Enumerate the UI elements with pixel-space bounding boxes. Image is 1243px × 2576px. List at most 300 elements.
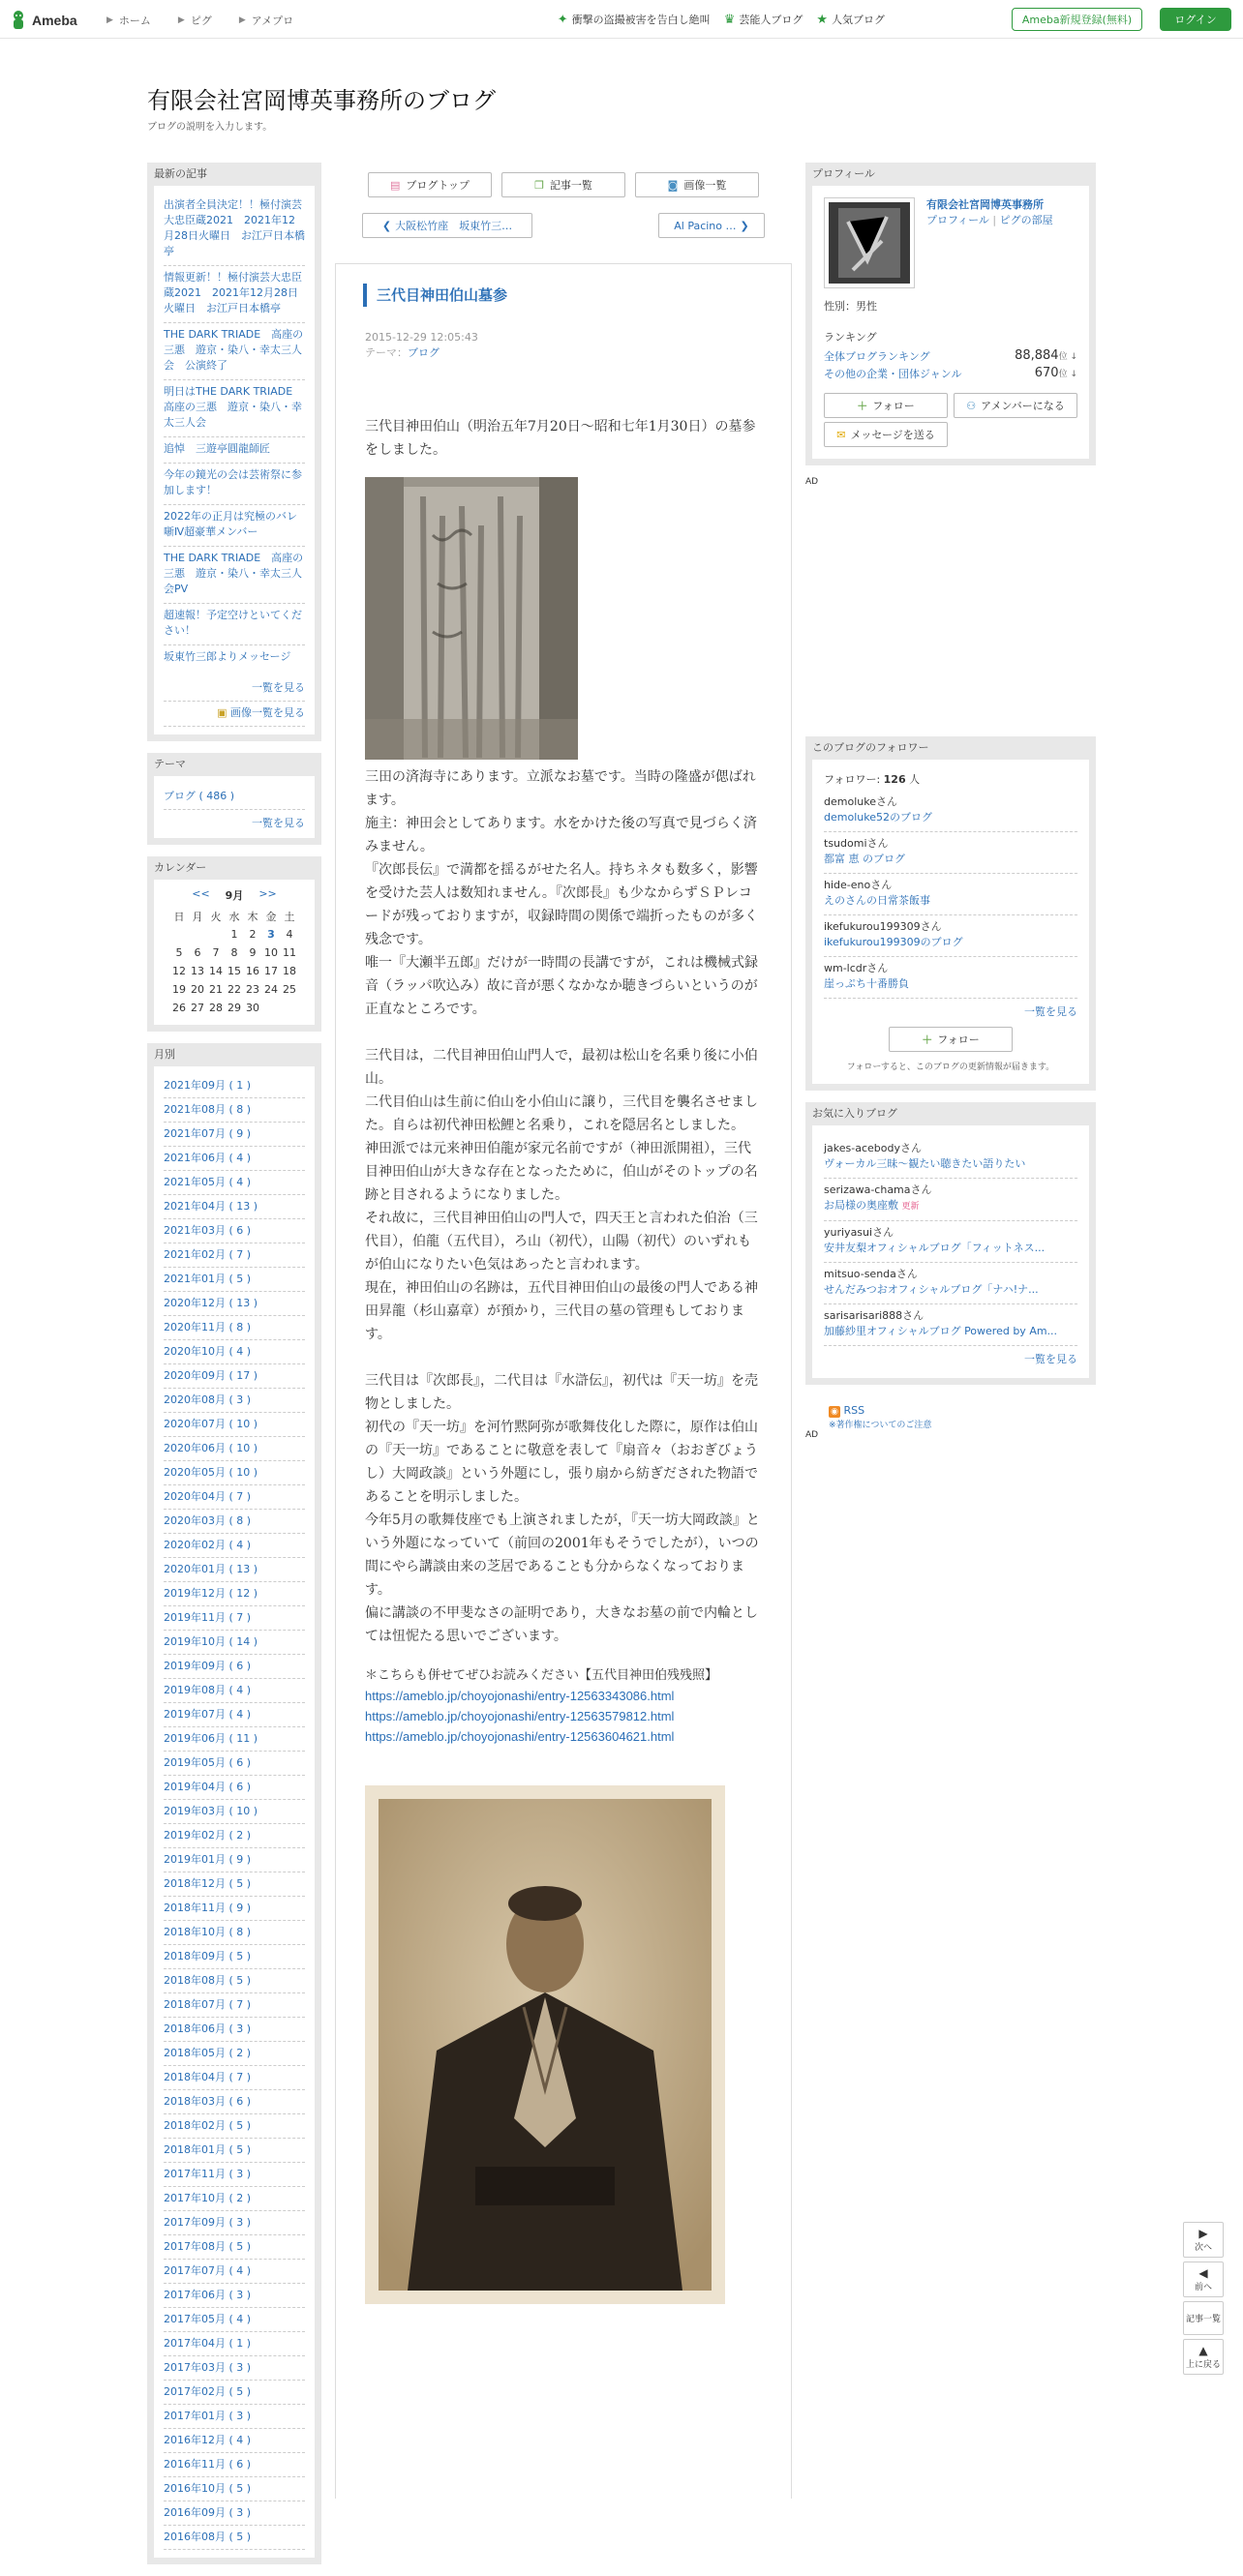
theme-box [147,753,321,845]
ameba-logo[interactable] [10,10,77,31]
rank-genre-link[interactable]: その他の企業・団体ジャンル [824,368,962,380]
archive-month-link[interactable]: 2019年11月 ( 7 ) [164,1606,305,1631]
article-theme-label: テーマ： [365,346,408,359]
theme-item[interactable]: ブログ ( 486 ) [164,784,305,810]
recent-entry-link[interactable]: 坂東竹三郎よりメッセージ [164,650,291,663]
favorite-blog-link[interactable]: 加藤紗里オフィシャルブログ Powered by Am... [824,1325,1058,1337]
article-paragraph: 三代目は，二代目神田伯山門人で，最初は松山を名乗り後に小伯山。 [365,1048,758,1087]
profile-content: 有限会社宮岡博英事務所 プロフィール | ピグの部屋 性別：男性 ランキング 全体ブログランキング 88,884位 ↓ その他の企業・団体ジャンル 670位 ↓ ＋ フォロー ⚇ アメンバーになる ✉ メッセージを送る [812,186,1089,459]
archive-month-link[interactable]: 2016年10月 ( 5 ) [164,2477,305,2501]
portrait-photo[interactable] [365,1785,725,2304]
message-label: メッセージを送る [850,429,935,441]
rank-genre-unit: 位 ↓ [1058,370,1077,379]
follower-item [824,791,1077,832]
article-theme-link[interactable]: ブログ [408,346,440,359]
next-entry-label: Al Pacino … [674,219,737,232]
login-button[interactable]: ログイン [1160,8,1231,31]
entry-list-button[interactable] [501,172,625,197]
followers-more [824,999,1077,1019]
article-paragraph: 現在，神田伯山の名跡は，五代目神田伯山の最後の門人である神田昇龍（杉山嘉章）が預かり，三代目の墓の管理もしております。 [365,1280,758,1342]
archive-month-link[interactable]: 2017年05月 ( 4 ) [164,2308,305,2332]
recent-entry-link[interactable]: 明日はTHE DARK TRIADE 高座の三悪 遊京・染八・幸太三人会 [164,380,305,437]
favorites-list [824,1137,1077,1346]
archive-list [154,1066,315,2558]
archive-month-link[interactable]: 2019年05月 ( 6 ) [164,1752,305,1776]
calendar-day [262,999,281,1017]
archive-month-link[interactable]: 2021年05月 ( 4 ) [164,1171,305,1195]
article-section [365,765,762,1021]
article-section [365,1369,762,1648]
archive-month-link[interactable]: 2019年04月 ( 6 ) [164,1776,305,1800]
archive-month-link[interactable]: 2020年06月 ( 10 ) [164,1437,305,1461]
archive-month-link[interactable]: 2020年11月 ( 8 ) [164,1316,305,1340]
avatar-image [829,202,910,284]
prev-entry-label: 大阪松竹座 坂東竹三… [395,220,513,232]
rank-overall-link[interactable]: 全体ブログランキング [824,350,930,363]
archive-month-link[interactable]: 2017年06月 ( 3 ) [164,2284,305,2308]
header-link-news[interactable] [558,12,711,27]
follower-count [824,771,1077,787]
chevron-right-icon: ▶ [106,15,113,25]
archive-month-link[interactable]: 2019年02月 ( 2 ) [164,1824,305,1848]
archive-month-link[interactable]: 2018年12月 ( 5 ) [164,1872,305,1897]
register-button[interactable]: Ameba新規登録(無料) [1012,8,1142,31]
calendar-day: 14 [209,965,223,977]
article-paragraph: 神田派では元来神田伯龍が家元名前ですが（神田派開祖），三代目神田伯山が大きな存在となったために，伯山がそのトップの名跡と目されるようになりました。 [365,1141,758,1203]
related-note: ＊こちらも併せてぜひお読みください【五代目神田伯残残照】 [365,1668,718,1683]
favorite-item [824,1304,1077,1346]
article-paragraph: それ故に，三代目神田伯山の門人で，四天王と言われた伯治（三代目），伯龍（五代目），ろ山（初代），山陽（初代）のいずれもが伯山になりたい色気はあったと言われます。 [365,1211,758,1273]
calendar-day [207,925,226,944]
article-section [365,1044,762,1346]
follow-label: フォロー [872,400,915,412]
archive-month-link[interactable]: 2021年08月 ( 8 ) [164,1098,305,1123]
next-entry-button[interactable] [658,213,765,238]
prev-float-label: 前へ [1194,2283,1212,2292]
calendar-day [281,999,299,1017]
calendar-weekday: 土 [284,910,295,923]
crown-icon: ♛ [723,12,736,27]
profile-link[interactable]: プロフィール [926,214,989,226]
calendar-day [170,925,189,944]
profile-box [805,163,1096,465]
left-sidebar [147,163,321,2576]
article-paragraph: 唯一『大瀬半五郎』だけが一時間の長講ですが，これは機械式録音（ラッパ吹込み）故に音が悪くなかなか聴きづらいというのが正直なところです。 [365,955,758,1017]
calendar-day: 27 [191,1002,204,1014]
calendar-weekday: 火 [210,910,222,923]
nav-home[interactable] [106,13,151,28]
archive-month-link[interactable]: 2021年07月 ( 9 ) [164,1123,305,1147]
archive-month-link[interactable]: 2020年03月 ( 8 ) [164,1510,305,1534]
recent-entry-link[interactable]: THE DARK TRIADE 高座の三悪 遊京・染八・幸太三人会 公演終了 [164,323,305,380]
article-paragraph: 三代目は『次郎長』，二代目は『水滸伝』，初代は『天一坊』を売物としました。 [365,1373,758,1412]
archive-month-link[interactable]: 2017年11月 ( 3 ) [164,2163,305,2187]
follower-blog-link[interactable]: demoluke52のブログ [824,811,932,824]
calendar-weekday: 日 [173,910,185,923]
calendar-day: 26 [172,1002,186,1014]
archive-month-link[interactable]: 2018年07月 ( 7 ) [164,1993,305,2018]
amember-label: アメンバーになる [981,400,1065,412]
calendar-week [170,962,299,980]
archive-month-link[interactable]: 2016年12月 ( 4 ) [164,2429,305,2453]
image-list-button-label: 画像一覧 [683,179,727,192]
article-body [365,415,762,2304]
image-list-button[interactable] [635,172,759,197]
calendar-day: 11 [283,946,296,959]
follower-user: ikefukurou199309さん [824,920,942,933]
archive-month-link[interactable]: 2019年08月 ( 4 ) [164,1679,305,1703]
favorite-blog-link[interactable]: ヴォーカル三昧～観たい聴きたい語りたい [824,1157,1026,1170]
follower-user: demolukeさん [824,795,897,808]
calendar-weekday: 金 [265,910,277,923]
archive-month-link[interactable]: 2017年04月 ( 1 ) [164,2332,305,2356]
center-nav [335,163,792,238]
nav-amepro[interactable] [239,13,293,28]
calendar-day: 17 [264,965,278,977]
grave-photo[interactable] [365,477,578,760]
header-links [558,12,885,27]
archive-month-link[interactable]: 2017年03月 ( 3 ) [164,2356,305,2381]
arrow-left-icon: ◀ [1198,2266,1208,2280]
rank-overall [1015,348,1077,364]
follower-user: wm-lcdrさん [824,962,889,974]
copyright-link[interactable]: ※著作権についてのご注意 [829,1421,932,1430]
image-list-link[interactable] [164,702,305,727]
list-icon: ❐ [534,178,544,192]
calendar-day [189,925,207,944]
image-list-label: 画像一覧を見る [230,706,305,719]
blog-top-label: ブログトップ [406,179,470,192]
rank-genre-value: 670 [1034,366,1059,380]
recent-more-link[interactable]: 一覧を見る [164,676,305,702]
archive-month-link[interactable]: 2019年09月 ( 6 ) [164,1655,305,1679]
article-paragraph: 二代目伯山は生前に伯山を小伯山に譲り，三代目を襲名させました。自らは初代神田松鯉と名乗り，これを隠居名としました。 [365,1094,758,1133]
favorite-user: serizawa-chamaさん [824,1183,932,1196]
calendar-day: 13 [191,965,204,977]
archive-month-link[interactable]: 2020年02月 ( 4 ) [164,1534,305,1558]
recent-more [164,671,305,727]
calendar-day: 19 [172,983,186,996]
avatar[interactable] [824,197,915,288]
favorites-box [805,1102,1096,1385]
entry-list-float[interactable] [1183,2301,1224,2335]
archive-month-link[interactable]: 2021年01月 ( 5 ) [164,1268,305,1292]
archive-month-link[interactable]: 2017年01月 ( 3 ) [164,2405,305,2429]
chevron-right-icon: ▶ [177,15,185,25]
blog-nav-buttons [335,172,792,197]
theme-list [154,776,315,838]
calendar-day: 4 [286,928,293,941]
calendar-box [147,856,321,1032]
archive-month-link[interactable]: 2019年01月 ( 9 ) [164,1848,305,1872]
plus-icon: ＋ [857,400,868,412]
ad-label-2: AD [805,1430,819,1440]
follow-note: フォローすると、このブログの更新情報が届きます。 [846,1063,1055,1072]
article-title[interactable] [363,284,764,307]
related-links [365,1665,762,1747]
archive-month-link[interactable]: 2018年02月 ( 5 ) [164,2114,305,2139]
ad-slot [805,487,1096,736]
calendar-day: 18 [283,965,296,977]
calendar-weekday: 水 [228,910,240,923]
profile-heading: プロフィール [812,167,875,180]
recent-entry-link[interactable]: 今年の鏡光の会は芸術祭に参加します！ [164,464,305,505]
archive-month-link[interactable]: 2017年10月 ( 2 ) [164,2187,305,2211]
header-link-news-label: 衝撃の盗撮被害を告白し絶叫 [571,14,711,26]
followers-more-link[interactable]: 一覧を見る [1024,1005,1077,1018]
calendar-month-header [164,887,305,903]
follower-blog-link[interactable]: えのさんの日常茶飯事 [824,894,930,907]
article-paragraph: 三代目神田伯山（明治五年7月20日～昭和七年1月30日）の墓参をしました。 [365,419,756,458]
archive-month-link[interactable]: 2020年09月 ( 17 ) [164,1364,305,1389]
follower-count-value: 126 [883,773,906,786]
theme-more [164,810,305,830]
chevron-left-icon: ❮ [381,219,392,232]
archive-month-link[interactable]: 2019年07月 ( 4 ) [164,1703,305,1727]
favorite-user: sarisarisari888さん [824,1309,925,1322]
global-nav [106,13,320,28]
calendar-day: 30 [246,1002,259,1014]
home-icon: ▤ [389,178,401,192]
rss-icon: ◉ [829,1406,840,1418]
archive-month-link[interactable]: 2018年01月 ( 5 ) [164,2139,305,2163]
calendar-week [170,944,299,962]
archive-month-link[interactable]: 2018年04月 ( 7 ) [164,2066,305,2090]
archive-month-link[interactable]: 2016年08月 ( 5 ) [164,2526,305,2550]
archive-month-link[interactable]: 2020年05月 ( 10 ) [164,1461,305,1485]
archive-month-link[interactable]: 2021年06月 ( 4 ) [164,1147,305,1171]
calendar-day: 9 [249,946,257,959]
calendar-next[interactable]: >> [258,887,277,900]
back-to-top[interactable] [1183,2339,1224,2375]
archive-month-link[interactable]: 2018年03月 ( 6 ) [164,2090,305,2114]
theme-more-link[interactable]: 一覧を見る [252,817,305,829]
amember-button[interactable] [954,393,1077,418]
article-paragraph: 偏に講談の不甲斐なさの証明であり，大きなお墓の前で内輪としては忸怩たる思いでございます。 [365,1605,758,1644]
article-date: 2015-12-29 12:05:43 [365,331,478,344]
favorites-more [824,1346,1077,1366]
related-link[interactable]: https://ameblo.jp/choyojonashi/entry-12563579812.html [365,1709,675,1723]
profile-name[interactable]: 有限会社宮岡博英事務所 [926,198,1044,211]
follower-blog-link[interactable]: 崖っぷち十番勝負 [824,977,909,990]
archive-month-link[interactable]: 2019年10月 ( 14 ) [164,1631,305,1655]
profile-gender: 性別：男性 [824,300,877,313]
favorite-blog-link[interactable]: お局様の奥座敷 [824,1199,898,1212]
archive-month-link[interactable]: 2020年08月 ( 3 ) [164,1389,305,1413]
follower-count-unit: 人 [905,773,921,786]
archive-month-link[interactable]: 2020年07月 ( 10 ) [164,1413,305,1437]
article-paragraph: 三田の済海寺にあります。立派なお墓です。当時の隆盛が偲ばれます。 [365,769,756,808]
rss-section [805,1404,1096,1430]
archive-month-link[interactable]: 2018年06月 ( 3 ) [164,2018,305,2042]
favorite-user: jakes-acebodyさん [824,1142,923,1154]
calendar-day: 29 [227,1002,241,1014]
archive-month-link[interactable]: 2017年08月 ( 5 ) [164,2235,305,2260]
plus-icon: ＋ [922,1033,933,1046]
calendar-day: 21 [209,983,223,996]
recent-entries-box [147,163,321,741]
sparkle-icon: ✦ [557,12,568,27]
header-link-celebrity[interactable] [724,12,803,27]
chevron-right-icon: ▶ [238,15,246,25]
ameba-logo-icon [10,10,27,31]
image-icon: ▣ [217,706,227,719]
rss-label: RSS [843,1404,865,1417]
next-entry-float[interactable] [1183,2222,1224,2258]
message-button[interactable] [824,422,948,447]
follower-blog-link[interactable]: ikefukurou199309のブログ [824,936,963,948]
prev-entry-float[interactable] [1183,2261,1224,2297]
camera-icon: ◙ [667,178,679,192]
related-link[interactable]: https://ameblo.jp/choyojonashi/entry-12563604621.html [365,1729,675,1744]
recent-entry-link[interactable]: 出演者全員決定！！極付演芸大忠臣蔵2021 2021年12月28日火曜日 お江戸日本橋亭 [164,194,305,266]
logo-text: Ameba [32,13,77,28]
nav-pigg[interactable] [178,13,212,28]
calendar-day: 28 [209,1002,223,1014]
favorite-user: yuriyasuiさん [824,1226,894,1239]
archive-month-link[interactable]: 2021年02月 ( 7 ) [164,1243,305,1268]
follower-user: tsudomiさん [824,837,889,850]
archive-month-link[interactable]: 2016年09月 ( 3 ) [164,2501,305,2526]
archive-month-link[interactable]: 2020年12月 ( 13 ) [164,1292,305,1316]
archive-month-link[interactable]: 2020年04月 ( 7 ) [164,1485,305,1510]
calendar-day: 25 [283,983,296,996]
recent-entry-link[interactable]: THE DARK TRIADE 高座の三悪 遊京・染八・幸太三人会PV [164,547,305,604]
archive-month-link[interactable]: 2018年10月 ( 8 ) [164,1921,305,1945]
blog-description: ブログの説明を入力します。 [147,122,273,133]
favorite-blog-link[interactable]: せんだみつおオフィシャルブログ「ナハ!ナ... [824,1283,1039,1296]
portrait-image [379,1799,712,2291]
follow-button-2[interactable] [889,1027,1013,1052]
article [335,263,792,2499]
follow-label-2: フォロー [937,1033,980,1046]
related-link[interactable]: https://ameblo.jp/choyojonashi/entry-12563343086.html [365,1689,675,1703]
blog-top-button[interactable] [368,172,492,197]
calendar-week [170,925,299,944]
header-link-popular-label: 人気ブログ [832,14,885,26]
recent-entries-list [154,186,315,734]
calendar-prev[interactable]: << [192,887,210,900]
calendar-day: 23 [246,983,259,996]
archive-month-link[interactable]: 2021年04月 ( 13 ) [164,1195,305,1219]
archive-month-link[interactable]: 2021年03月 ( 6 ) [164,1219,305,1243]
theme-heading: テーマ [154,758,186,770]
chevron-right-icon: ❯ [740,219,749,232]
calendar [154,880,315,1025]
archive-month-link[interactable]: 2017年02月 ( 5 ) [164,2381,305,2405]
recent-entry-link[interactable]: 超速報！予定空けといてください！ [164,604,305,645]
archive-month-link[interactable]: 2018年05月 ( 2 ) [164,2042,305,2066]
article-meta [365,330,762,361]
archive-box [147,1043,321,2564]
favorites-heading: お気に入りブログ [812,1107,897,1120]
archive-month-link[interactable]: 2019年12月 ( 12 ) [164,1582,305,1606]
calendar-day: 6 [194,946,201,959]
follow-button[interactable] [824,393,948,418]
archive-month-link[interactable]: 2019年06月 ( 11 ) [164,1727,305,1752]
blog-title[interactable]: 有限会社宮岡博英事務所のブログ [147,87,496,114]
calendar-day: 12 [172,965,186,977]
updated-badge: 更新 [901,1202,920,1212]
rss-link[interactable] [829,1404,864,1417]
calendar-day: 20 [191,983,204,996]
arrow-right-icon: ▶ [1198,2227,1208,2240]
envelope-icon: ✉ [836,428,846,441]
archive-month-link[interactable]: 2019年03月 ( 10 ) [164,1800,305,1824]
archive-month-link[interactable]: 2018年09月 ( 5 ) [164,1945,305,1969]
recent-entry-link[interactable]: 情報更新！！極付演芸大忠臣蔵2021 2021年12月28日火曜日 お江戸日本橋亭 [164,266,305,323]
star-icon: ★ [816,12,828,27]
calendar-day: 2 [249,928,257,941]
archive-month-link[interactable]: 2021年09月 ( 1 ) [164,1074,305,1098]
floating-nav [1183,2222,1224,2379]
rank-overall-unit: 位 ↓ [1058,352,1077,362]
favorite-item [824,1263,1077,1304]
prev-entry-button[interactable] [362,213,532,238]
calendar-week [170,980,299,999]
calendar-day[interactable]: 3 [267,928,275,941]
archive-heading: 月別 [154,1048,175,1061]
archive-month-link[interactable]: 2017年07月 ( 4 ) [164,2260,305,2284]
recent-entry-link[interactable]: 追悼 三遊亭圓龍師匠 [164,437,305,464]
archive-month-link[interactable]: 2018年11月 ( 9 ) [164,1897,305,1921]
archive-month-link[interactable]: 2018年08月 ( 5 ) [164,1969,305,1993]
calendar-day: 15 [227,965,241,977]
header-link-popular[interactable] [816,12,885,27]
follower-item [824,874,1077,915]
arrow-up-icon: ▲ [1198,2344,1208,2357]
right-sidebar [805,163,1096,1440]
favorite-user: mitsuo-sendaさん [824,1268,918,1280]
calendar-day: 24 [264,983,278,996]
calendar-day: 5 [175,946,183,959]
rank-genre [1035,366,1077,381]
calendar-heading: カレンダー [154,861,207,874]
archive-month-link[interactable]: 2020年01月 ( 13 ) [164,1558,305,1582]
article-title-text: 三代目神田伯山墓参 [377,286,508,304]
follower-user: hide-enoさん [824,879,893,891]
calendar-weekday: 木 [247,910,258,923]
nav-pigg-label: ピグ [190,15,212,27]
favorite-item [824,1179,1077,1221]
follower-list [824,791,1077,999]
header-link-celebrity-label: 芸能人ブログ [739,14,803,26]
calendar-month: 9月 [225,889,244,902]
top-float-label: 上に戻る [1185,2360,1221,2370]
favorite-blog-link[interactable]: 安井友梨オフィシャルブログ「フィットネス... [824,1242,1046,1254]
calendar-weekday: 月 [192,910,203,923]
rank-overall-value: 88,884 [1015,348,1059,363]
entry-pager [362,213,765,238]
archive-month-link[interactable]: 2016年11月 ( 6 ) [164,2453,305,2477]
recent-entry-link[interactable]: 2022年の正月は究極のバレ噺Ⅳ超豪華メンバー [164,505,305,547]
next-float-label: 次へ [1194,2243,1212,2253]
ad-label: AD [805,477,819,487]
favorites-more-link[interactable]: 一覧を見る [1024,1353,1077,1365]
calendar-day: 8 [230,946,238,959]
article-paragraph: 初代の『天一坊』を河竹黙阿弥が歌舞伎化した際に，原作は伯山の『天一坊』であることに敬意を表して『扇音々（おおぎびょうし）大岡政談』という外題にし，張り扇から紡ぎだされた物語であることを明示しました。 [365,1420,758,1505]
ranking-label: ランキング [824,331,877,344]
pigg-room-link[interactable]: ピグの部屋 [999,214,1053,226]
follower-blog-link[interactable]: 都富 恵 のブログ [824,853,905,865]
calendar-grid [170,907,299,1017]
list-float-label: 記事一覧 [1185,2315,1221,2324]
calendar-week [170,999,299,1017]
archive-month-link[interactable]: 2020年10月 ( 4 ) [164,1340,305,1364]
archive-month-link[interactable]: 2017年09月 ( 3 ) [164,2211,305,2235]
followers-box [805,736,1096,1091]
follower-item [824,957,1077,999]
